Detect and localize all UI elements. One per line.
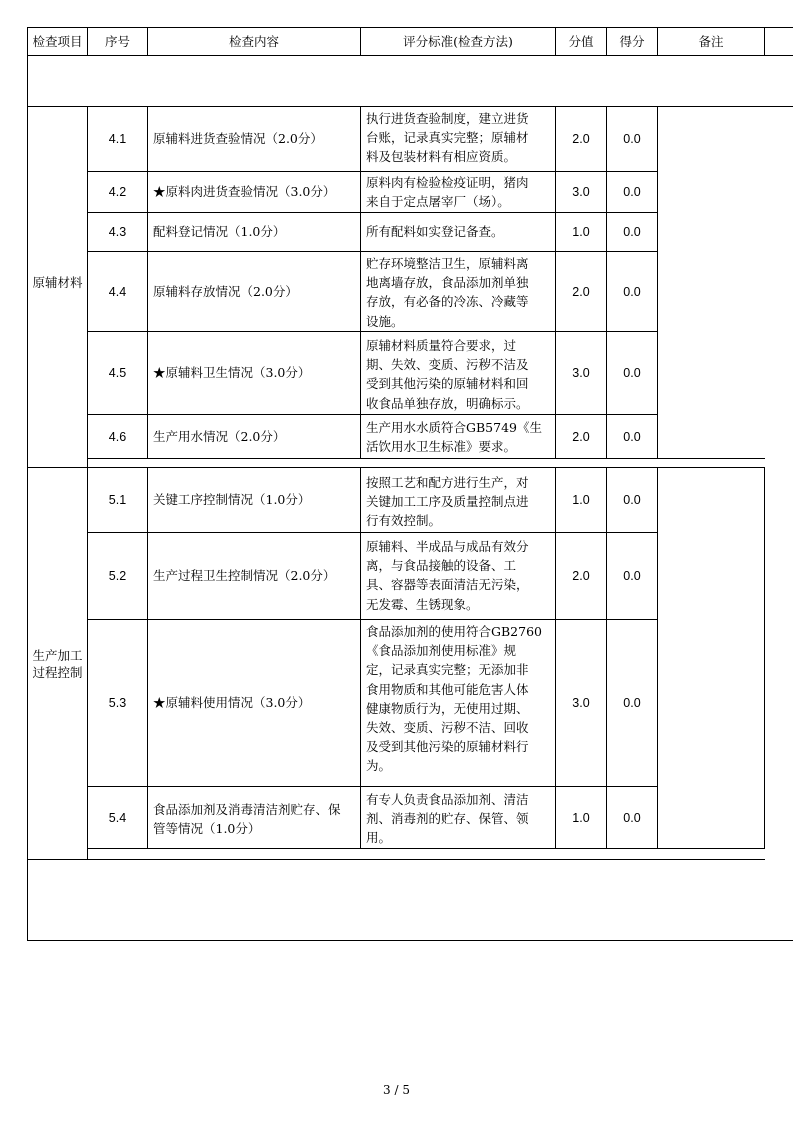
header-note: 备注 [698, 33, 724, 49]
header-rule [27, 55, 793, 56]
col-divider [764, 467, 765, 849]
criteria-line: 具、容器等表面清洁无污染， [366, 577, 529, 593]
row-got: 0.0 [623, 366, 641, 380]
criteria-line: 执行进货查验制度，建立进货 [366, 111, 529, 126]
criteria-line: 行有效控制。 [366, 513, 442, 529]
criteria-line: 健康物质行为，无使用过期、 [366, 700, 529, 716]
row-content: 原辅料存放情况（2.0分） [153, 283, 298, 299]
row-criteria [361, 418, 555, 458]
header-content: 检查内容 [228, 33, 279, 49]
row-criteria [361, 222, 555, 251]
criteria-line: 原辅材料质量符合要求，过 [366, 338, 517, 353]
criteria-line: 生产用水水质符合GB5749《生 [366, 420, 542, 435]
content-line: 食品添加剂及消毒清洁剂贮存、保 [153, 802, 341, 817]
header-score: 分值 [568, 33, 594, 49]
row-score: 3.0 [572, 696, 590, 710]
row-rule [87, 848, 765, 849]
criteria-line: 原辅料、半成品与成品有效分 [366, 539, 529, 554]
row-score: 3.0 [572, 185, 590, 199]
section-label-text: 生产加工 [32, 647, 83, 663]
criteria-line: 《食品添加剂使用标准》规 [366, 643, 517, 659]
col-divider [657, 106, 658, 459]
criteria-line: 食品添加剂的使用符合GB2760 [366, 624, 542, 639]
row-criteria [361, 336, 555, 414]
row-no: 4.4 [108, 284, 127, 299]
criteria-line: 无发霉、生锈现象。 [366, 596, 479, 612]
criteria-line: 受到其他污染的原辅材料和回 [366, 376, 529, 392]
row-no: 4.3 [108, 225, 127, 239]
header-got: 得分 [619, 33, 645, 49]
row-score: 2.0 [572, 429, 590, 444]
row-got: 0.0 [623, 429, 641, 444]
header-no: 序号 [104, 33, 130, 49]
row-got: 0.0 [623, 493, 641, 507]
row-no: 4.2 [108, 185, 127, 199]
criteria-line: 为。 [366, 758, 392, 774]
header-item: 检查项目 [32, 33, 83, 49]
criteria-line: 活饮用水卫生标准》要求。 [366, 439, 517, 455]
criteria-line: 有专人负责食品添加剂、清洁 [366, 792, 529, 807]
criteria-line: 期、失效、变质、污秽不洁及 [366, 357, 529, 373]
row-criteria [361, 173, 555, 212]
row-rule [87, 458, 765, 459]
criteria-line: 剂、消毒剂的贮存、保管、领 [366, 811, 529, 827]
section-label-raw-materials [28, 107, 87, 458]
criteria-line: 存放，有必备的冷冻、冷藏等 [366, 294, 529, 310]
row-criteria [361, 109, 555, 171]
criteria-line: 来自于定点屠宰厂（场）。 [366, 194, 510, 210]
row-content: 原辅料进货查验情况（2.0分） [153, 131, 323, 146]
row-content: ★原辅料卫生情况（3.0分） [153, 365, 311, 380]
row-got: 0.0 [623, 185, 641, 199]
row-got: 0.0 [623, 284, 641, 299]
row-content: ★原料肉进货查验情况（3.0分） [153, 184, 336, 199]
row-criteria [361, 622, 555, 786]
row-no: 4.6 [108, 429, 127, 444]
content-line: 管等情况（1.0分） [153, 821, 261, 837]
row-got: 0.0 [623, 810, 641, 825]
criteria-line: 按照工艺和配方进行生产，对 [366, 475, 529, 490]
header-criteria: 评分标准(检查方法) [403, 33, 513, 49]
row-got: 0.0 [623, 569, 641, 583]
row-score: 1.0 [572, 810, 590, 825]
row-score: 2.0 [572, 569, 590, 583]
col-divider [657, 467, 658, 849]
row-no: 5.1 [108, 493, 127, 507]
criteria-line: 定，记录真实完整；无添加非 [366, 662, 529, 678]
section-label-text: 过程控制 [32, 664, 83, 680]
criteria-line: 贮存环境整洁卫生，原辅料离 [366, 256, 529, 271]
row-content: 关键工序控制情况（1.0分） [153, 492, 311, 507]
criteria-line: 离，与食品接触的设备、工 [366, 558, 517, 574]
row-no: 4.1 [108, 132, 127, 146]
row-criteria [361, 790, 555, 848]
row-got: 0.0 [623, 225, 641, 239]
row-criteria [361, 254, 555, 331]
table-border-bottom [27, 940, 793, 941]
criteria-line: 及受到其他污染的原辅材料行 [366, 739, 529, 755]
row-criteria [361, 473, 555, 532]
col-divider [764, 27, 765, 56]
section2-bottom-rule [27, 859, 765, 860]
row-content [148, 800, 360, 848]
section-label-text: 原辅材料 [32, 275, 83, 290]
row-score: 1.0 [572, 225, 590, 239]
row-no: 5.3 [108, 696, 127, 710]
criteria-line: 收食品单独存放，明确标示。 [366, 395, 529, 411]
criteria-line: 所有配料如实登记备查。 [366, 224, 504, 239]
criteria-line: 关键加工工序及质量控制点进 [366, 494, 529, 510]
row-no: 4.5 [108, 366, 127, 380]
criteria-line: 失效、变质、污秽不洁、回收 [366, 720, 529, 736]
row-score: 2.0 [572, 132, 590, 146]
criteria-line: 原料肉有检验检疫证明，猪肉 [366, 175, 529, 190]
row-criteria [361, 537, 555, 619]
row-content: 生产用水情况（2.0分） [153, 428, 286, 444]
row-score: 3.0 [572, 366, 590, 380]
row-got: 0.0 [623, 696, 641, 710]
criteria-line: 设施。 [366, 313, 404, 329]
row-score: 2.0 [572, 284, 590, 299]
criteria-line: 料及包装材料有相应资质。 [366, 149, 517, 165]
row-no: 5.4 [108, 810, 127, 825]
criteria-line: 用。 [366, 830, 392, 846]
row-no: 5.2 [108, 569, 127, 583]
row-got: 0.0 [623, 132, 641, 146]
criteria-line: 地离墙存放，食品添加剂单独 [366, 275, 529, 291]
row-content: ★原辅料使用情况（3.0分） [153, 695, 311, 710]
criteria-line: 台账，记录真实完整；原辅材 [366, 130, 529, 146]
page-number: 3 / 5 [383, 1083, 410, 1097]
row-content: 配料登记情况（1.0分） [153, 224, 286, 239]
row-score: 1.0 [572, 493, 590, 507]
criteria-line: 食用物质和其他可能危害人体 [366, 681, 529, 697]
section-label-process-control [28, 468, 87, 859]
row-content: 生产过程卫生控制情况（2.0分） [153, 568, 336, 583]
